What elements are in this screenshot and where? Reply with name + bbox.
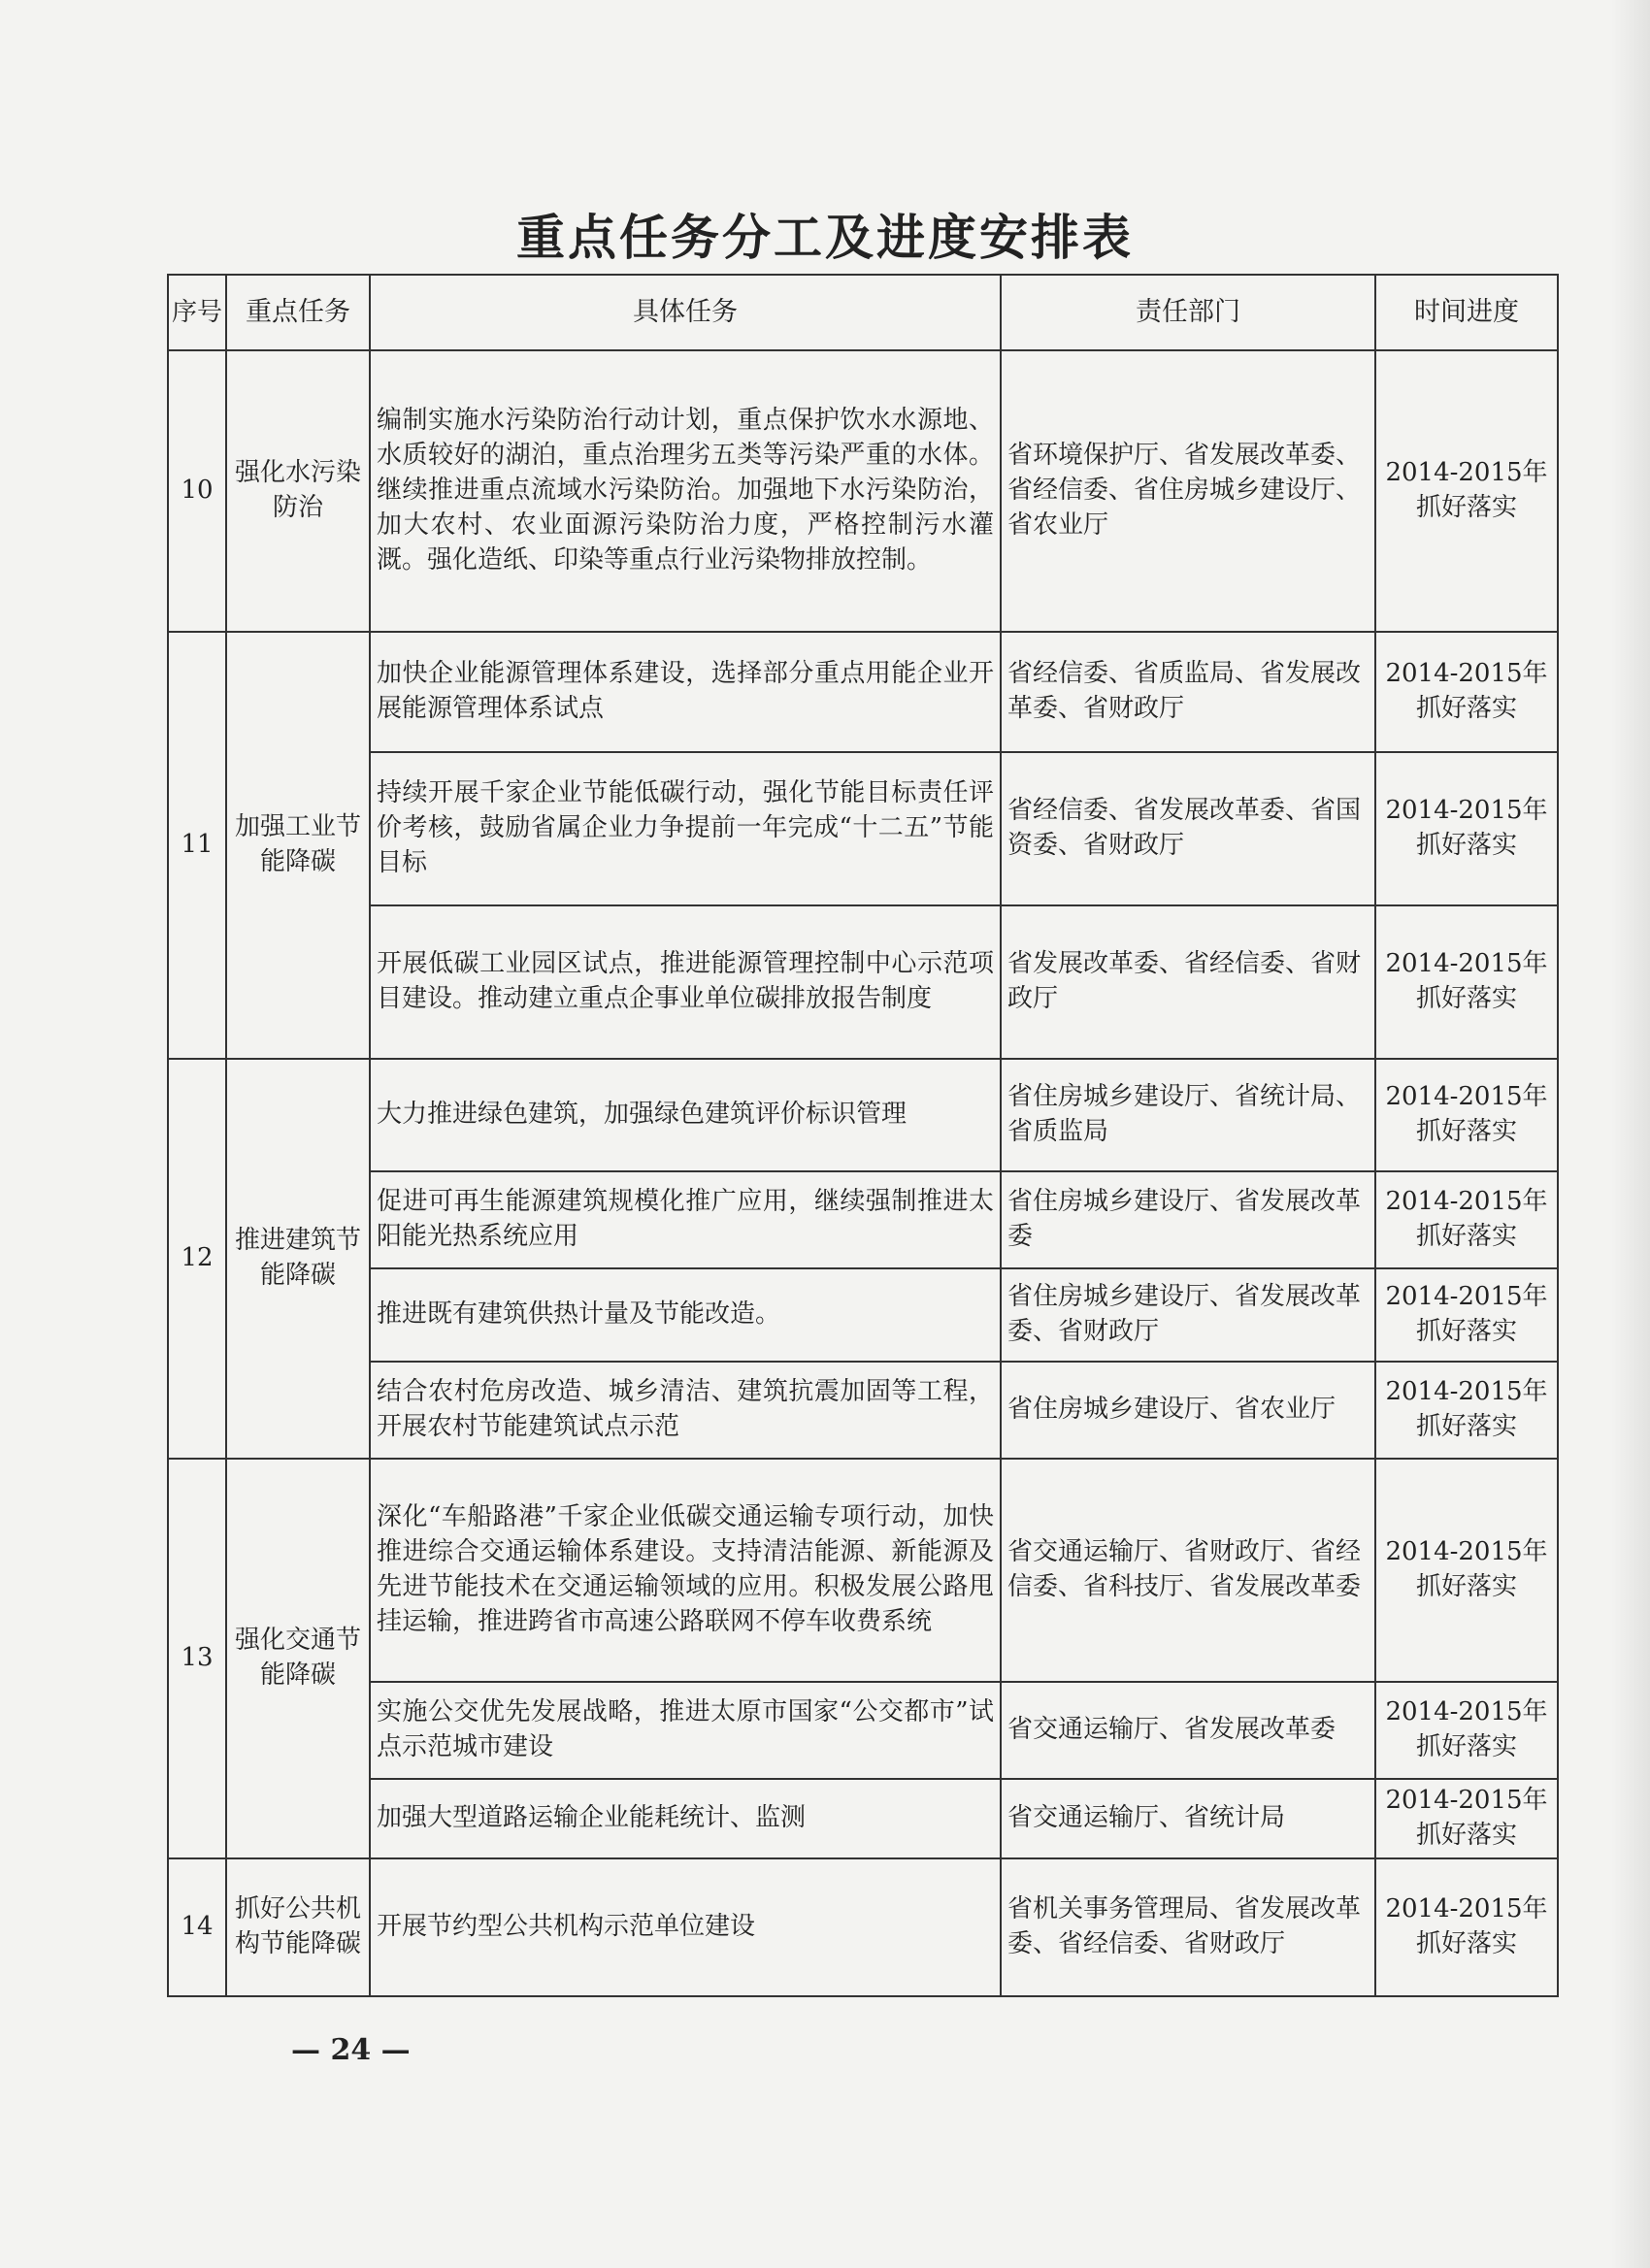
specific-task: 大力推进绿色建筑，加强绿色建筑评价标识管理 — [370, 1059, 1001, 1171]
header-department: 责任部门 — [1001, 275, 1375, 350]
department: 省住房城乡建设厅、省发展改革委、省财政厅 — [1001, 1268, 1375, 1362]
specific-task: 结合农村危房改造、城乡清洁、建筑抗震加固等工程，开展农村节能建筑试点示范 — [370, 1362, 1001, 1459]
department: 省经信委、省质监局、省发展改革委、省财政厅 — [1001, 632, 1375, 752]
specific-task: 编制实施水污染防治行动计划，重点保护饮水水源地、水质较好的湖泊，重点治理劣五类等污染严重的水体。继续推进重点流域水污染防治。加强地下水污染防治，加大农村、农业面源污染防治力度，严格控制污水灌溉。强化造纸、印染等重点行业污染物排放控制。 — [370, 350, 1001, 632]
specific-task: 开展低碳工业园区试点，推进能源管理控制中心示范项目建设。推动建立重点企事业单位碳排放报告制度 — [370, 905, 1001, 1059]
page-edge-shadow — [1611, 0, 1650, 2268]
schedule: 2014-2015年抓好落实 — [1375, 752, 1558, 905]
key-task: 推进建筑节能降碳 — [226, 1059, 370, 1459]
department: 省交通运输厅、省财政厅、省经信委、省科技厅、省发展改革委 — [1001, 1459, 1375, 1682]
page-title: 重点任务分工及进度安排表 — [516, 210, 1134, 266]
row-number: 11 — [168, 632, 226, 1059]
schedule: 2014-2015年抓好落实 — [1375, 1171, 1558, 1268]
table-row — [168, 1682, 1558, 1779]
table-header-row — [168, 275, 1558, 350]
schedule: 2014-2015年抓好落实 — [1375, 1459, 1558, 1682]
header-schedule: 时间进度 — [1375, 275, 1558, 350]
specific-task: 实施公交优先发展战略，推进太原市国家“公交都市”试点示范城市建设 — [370, 1682, 1001, 1779]
page-number: — 24 — — [291, 2033, 411, 2067]
specific-task: 开展节约型公共机构示范单位建设 — [370, 1858, 1001, 1996]
header-specific-task: 具体任务 — [370, 275, 1001, 350]
table-row — [168, 350, 1558, 632]
task-table — [167, 274, 1559, 1997]
key-task: 强化交通节能降碳 — [226, 1459, 370, 1858]
table-row — [168, 1779, 1558, 1858]
table-row — [168, 1858, 1558, 1996]
table-row — [168, 1459, 1558, 1682]
specific-task: 深化“车船路港”千家企业低碳交通运输专项行动，加快推进综合交通运输体系建设。支持清洁能源、新能源及先进节能技术在交通运输领域的应用。积极发展公路甩挂运输，推进跨省市高速公路联网不停车收费系统 — [370, 1459, 1001, 1682]
table-row — [168, 752, 1558, 905]
schedule: 2014-2015年抓好落实 — [1375, 905, 1558, 1059]
department: 省发展改革委、省经信委、省财政厅 — [1001, 905, 1375, 1059]
schedule: 2014-2015年抓好落实 — [1375, 350, 1558, 632]
department: 省环境保护厅、省发展改革委、省经信委、省住房城乡建设厅、省农业厅 — [1001, 350, 1375, 632]
table-row — [168, 905, 1558, 1059]
row-number: 14 — [168, 1858, 226, 1996]
schedule: 2014-2015年抓好落实 — [1375, 1059, 1558, 1171]
table-row — [168, 1362, 1558, 1459]
row-number: 13 — [168, 1459, 226, 1858]
department: 省住房城乡建设厅、省统计局、省质监局 — [1001, 1059, 1375, 1171]
table-row — [168, 1059, 1558, 1171]
schedule: 2014-2015年抓好落实 — [1375, 1682, 1558, 1779]
key-task: 加强工业节能降碳 — [226, 632, 370, 1059]
specific-task: 加快企业能源管理体系建设，选择部分重点用能企业开展能源管理体系试点 — [370, 632, 1001, 752]
schedule: 2014-2015年抓好落实 — [1375, 1858, 1558, 1996]
key-task: 抓好公共机构节能降碳 — [226, 1858, 370, 1996]
schedule: 2014-2015年抓好落实 — [1375, 1779, 1558, 1858]
header-key-task: 重点任务 — [226, 275, 370, 350]
table-row — [168, 1171, 1558, 1268]
schedule: 2014-2015年抓好落实 — [1375, 1268, 1558, 1362]
specific-task: 推进既有建筑供热计量及节能改造。 — [370, 1268, 1001, 1362]
department: 省交通运输厅、省统计局 — [1001, 1779, 1375, 1858]
key-task: 强化水污染防治 — [226, 350, 370, 632]
department: 省经信委、省发展改革委、省国资委、省财政厅 — [1001, 752, 1375, 905]
department: 省住房城乡建设厅、省农业厅 — [1001, 1362, 1375, 1459]
table-row — [168, 1268, 1558, 1362]
department: 省交通运输厅、省发展改革委 — [1001, 1682, 1375, 1779]
specific-task: 持续开展千家企业节能低碳行动，强化节能目标责任评价考核，鼓励省属企业力争提前一年完成“十二五”节能目标 — [370, 752, 1001, 905]
schedule: 2014-2015年抓好落实 — [1375, 1362, 1558, 1459]
department: 省住房城乡建设厅、省发展改革委 — [1001, 1171, 1375, 1268]
row-number: 10 — [168, 350, 226, 632]
specific-task: 促进可再生能源建筑规模化推广应用，继续强制推进太阳能光热系统应用 — [370, 1171, 1001, 1268]
specific-task: 加强大型道路运输企业能耗统计、监测 — [370, 1779, 1001, 1858]
schedule: 2014-2015年抓好落实 — [1375, 632, 1558, 752]
table-row — [168, 632, 1558, 752]
row-number: 12 — [168, 1059, 226, 1459]
header-seq: 序号 — [168, 275, 226, 350]
department: 省机关事务管理局、省发展改革委、省经信委、省财政厅 — [1001, 1858, 1375, 1996]
